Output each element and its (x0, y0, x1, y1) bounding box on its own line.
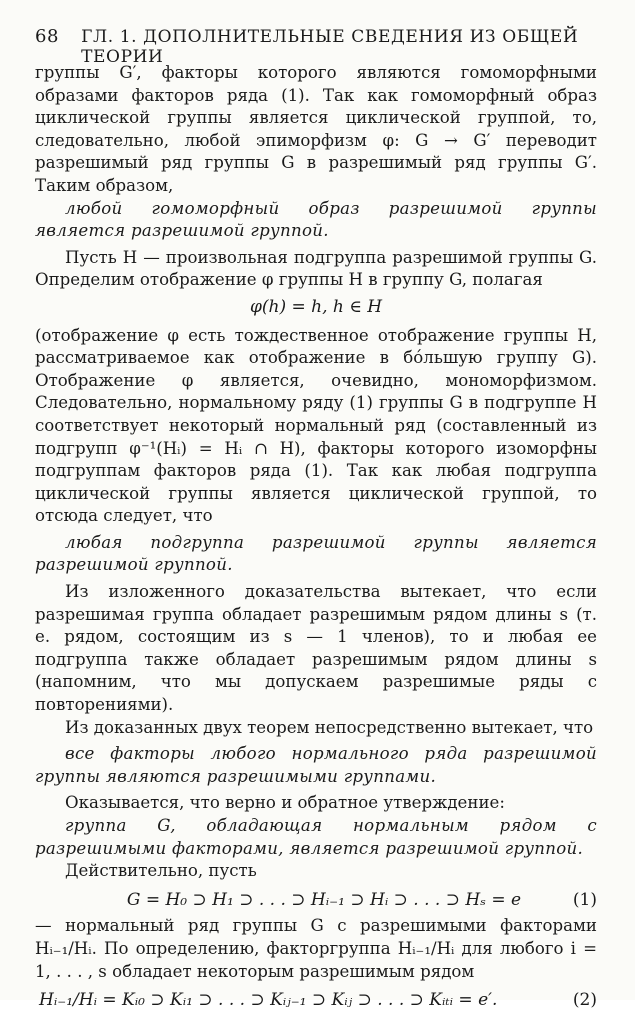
running-header (35, 26, 597, 67)
equation-1 (35, 889, 597, 912)
paragraph: (отображение φ есть тождественное отображение группы H, рассматриваемое как отображение в бóльшую группу G). Отображение φ является, очевидно, мономорфизмом. Следовательно, нормальному ряду (1) группы G в подгруппе H соответствует некоторый нормальный ряд (составленный из подгрупп φ⁻¹(Hᵢ) = Hᵢ ∩ H), факторы которого изоморфны подгруппам факторов ряда (1). Так как любая подгруппа циклической группы является циклической группой, то отсюда следует, что (35, 325, 597, 526)
theorem-statement: любой гомоморфный образ разрешимой группы является разрешимой группой. (35, 198, 597, 241)
theorem-statement: все факторы любого нормального ряда разрешимой группы являются разрешимыми группами. (35, 744, 597, 786)
page-number: 68 (35, 26, 60, 47)
paragraph: Действительно, пусть (65, 861, 257, 881)
page-body (35, 62, 597, 1012)
paragraph: Оказывается, что верно и обратное утверждение: (65, 793, 505, 813)
paragraph: группы G′, факторы которого являются гомоморфными образами факторов ряда (1). Так как гомоморфный образ циклической группы является циклической группой, то, следовательно, любой эпиморфизм φ: G → G′ переводит разрешимый ряд группы G в разрешимый ряд группы G′. Таким образом, (35, 63, 597, 195)
equation-2 (35, 989, 597, 1012)
paragraph: — нормальный ряд группы G с разрешимыми факторами Hᵢ₋₁/Hᵢ. По определению, факторгруппа Hᵢ₋₁/Hᵢ для любого i = 1, . . . , s обладает некоторым разрешимым рядом (35, 916, 597, 981)
equation-number: (2) (572, 990, 597, 1011)
paragraph: Из доказанных двух теорем непосредственно вытекает, что (65, 717, 594, 737)
formula: φ(h) = h, h ∈ H (249, 296, 383, 317)
paragraph: Из изложенного доказательства вытекает, что если разрешимая группа обладает разрешимым рядом длины s (т. е. рядом, состоящим из s — 1 членов), то и любая ее подгруппа также обладает разрешимым рядом длины s (напомним, что мы допускаем разрешимые ряды с повторениями). (35, 582, 597, 715)
theorem-statement: любая подгруппа разрешимой группы является разрешимой группой. (35, 532, 597, 575)
equation-number: (1) (572, 889, 597, 910)
equation-body: G = H₀ ⊃ H₁ ⊃ . . . ⊃ Hᵢ₋₁ ⊃ Hᵢ ⊃ . . . ⊃ Hₛ = e (126, 889, 522, 910)
running-title: ГЛ. 1. ДОПОЛНИТЕЛЬНЫЕ СВЕДЕНИЯ ИЗ ОБЩЕЙ ТЕОРИИ (81, 27, 579, 67)
equation-body: Hᵢ₋₁/Hᵢ = Kᵢ₀ ⊃ Kᵢ₁ ⊃ . . . ⊃ Kᵢⱼ₋₁ ⊃ Kᵢⱼ ⊃ . . . ⊃ Kᵢₜᵢ = e′. (39, 990, 498, 1011)
paragraph: Пусть H — произвольная подгруппа разрешимой группы G. Определим отображение φ группы H в группу G, полагая (35, 247, 597, 290)
theorem-statement: группа G, обладающая нормальным рядом с разрешимыми факторами, является разрешимой группой. (35, 816, 597, 858)
